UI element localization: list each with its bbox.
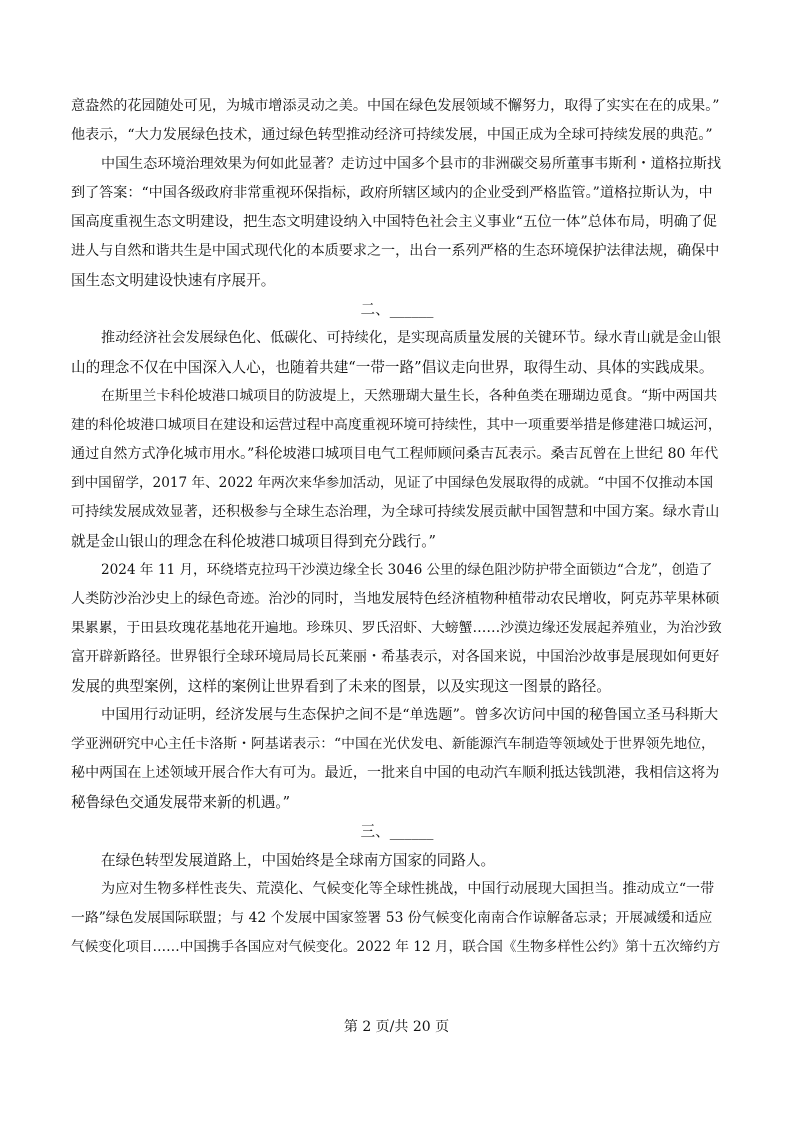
text-line: 中国生态环境治理效果为何如此显著？走访过中国多个县市的非洲碳交易所董事韦斯利・道格拉斯找 [101, 156, 722, 172]
text-line: 一路”绿色发展国际联盟；与 42 个发展中国家签署 53 份气候变化南南合作谅解备忘录；开展减缓和适应 [71, 910, 713, 926]
section-heading-3: 三、______ [360, 823, 434, 840]
text-line: 国高度重视生态文明建设，把生态文明建设纳入中国特色社会主义事业“五位一体”总体布局，明确了促 [71, 214, 717, 230]
text-line: 秘中两国在上述领域开展合作大有可为。最近，一批来自中国的电动汽车顺利抵达钱凯港，我相信这将为 [71, 765, 720, 781]
text-line: 山的理念不仅在中国深入人心，也随着共建“一带一路”倡议走向世界，取得生动、具体的实践成果。 [71, 359, 714, 376]
text-line: 就是金山银山的理念在科伦坡港口城项目得到充分践行。” [71, 533, 437, 550]
paragraph-4 [71, 382, 723, 556]
text-line: 果累累，于田县玫瑰花基地花开遍地。珍珠贝、罗氏沼虾、大螃蟹……沙漠边缘还发展起养殖业，为治沙致 [71, 620, 722, 636]
paragraph-1 [71, 92, 723, 150]
section-heading-2: 二、______ [360, 301, 434, 318]
text-line: 到中国留学，2017 年、2022 年两次来华参加活动，见证了中国绿色发展取得的成就。“中国不仅推动本国 [71, 475, 714, 491]
text-line: 他表示，“大力发展绿色技术，通过绿色转型推动经济可持续发展，中国正成为全球可持续发展的典范。” [71, 127, 713, 143]
text-line: 进人与自然和谐共生是中国式现代化的本质要求之一，出台一系列严格的生态环境保护法律法规，确保中 [71, 243, 720, 259]
document-body [71, 92, 723, 962]
text-line: 人类防沙治沙史上的绿色奇迹。治沙的同时，当地发展特色经济植物种植带动农民增收，阿克苏苹果林硕 [71, 591, 720, 607]
paragraph-8 [71, 875, 723, 962]
paragraph-5 [71, 556, 723, 701]
paragraph-3 [71, 324, 723, 382]
text-line: 在斯里兰卡科伦坡港口城项目的防波堤上，天然珊瑚大量生长，各种鱼类在珊瑚边觅食。“斯中两国共 [101, 388, 718, 404]
text-line: 发展的典型案例，这样的案例让世界看到了未来的图景，以及实现这一图景的路径。 [71, 678, 611, 695]
paragraph-7 [71, 846, 723, 875]
text-line: 到了答案：“中国各级政府非常重视环保指标，政府所辖区域内的企业受到严格监管。”道格拉斯认为，中 [71, 185, 713, 201]
text-line: 富开辟新路径。世界银行全球环境局局长瓦莱丽・希基表示，对各国来说，中国治沙故事是展现如何更好 [71, 649, 720, 665]
text-line: 2024 年 11 月，环绕塔克拉玛干沙漠边缘全长 3046 公里的绿色阻沙防护带全面锁边“合龙”，创造了 [101, 562, 713, 578]
text-line: 为应对生物多样性丧失、荒漠化、气候变化等全球性挑战，中国行动展现大国担当。推动成立“一带 [101, 881, 715, 897]
page-number: 第 2 页/共 20 页 [343, 1019, 450, 1035]
text-line: 通过自然方式净化城市用水。”科伦坡港口城项目电气工程师顾问桑吉瓦表示。桑吉瓦曾在上世纪 80 年代 [71, 446, 719, 462]
text-line: 可持续发展成效显著，还积极参与全球生态治理，为全球可持续发展贡献中国智慧和中国方案。绿水青山 [71, 504, 720, 520]
text-line: 国生态文明建设快速有序展开。 [71, 272, 276, 289]
paragraph-6 [71, 701, 723, 817]
text-line: 建的科伦坡港口城项目在建设和运营过程中高度重视环境可持续性，其中一项重要举措是修建港口城运河， [71, 417, 722, 433]
text-line: 学亚洲研究中心主任卡洛斯・阿基诺表示：“中国在光伏发电、新能源汽车制造等领域处于世界领先地位， [71, 736, 715, 752]
paragraph-2 [71, 150, 723, 295]
text-line: 推动经济社会发展绿色化、低碳化、可持续化，是实现高质量发展的关键环节。绿水青山就是金山银 [101, 330, 722, 346]
text-line: 秘鲁绿色交通发展带来新的机遇。” [71, 794, 291, 811]
text-line: 气候变化项目……中国携手各国应对气候变化。2022 年 12 月，联合国《生物多样性公约》第十五次缔约方 [71, 939, 721, 955]
text-line: 意盎然的花园随处可见，为城市增添灵动之美。中国在绿色发展领域不懈努力，取得了实实在在的成果。” [71, 98, 720, 114]
text-line: 在绿色转型发展道路上，中国始终是全球南方国家的同路人。 [101, 852, 496, 869]
text-line: 中国用行动证明，经济发展与生态保护之间不是“单选题”。曾多次访问中国的秘鲁国立圣马科斯大 [101, 707, 719, 723]
